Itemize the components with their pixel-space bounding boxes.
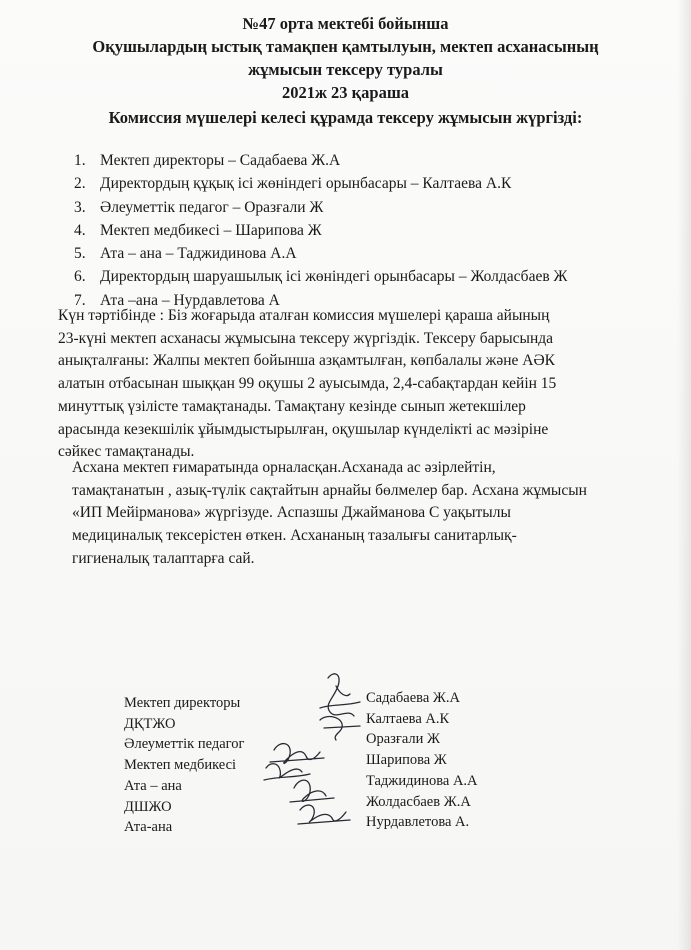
member-item [74, 265, 567, 288]
member-item [74, 219, 567, 242]
signature-roles [124, 693, 244, 838]
signature-name: Жолдасбаев Ж.А [366, 793, 471, 810]
paragraph-line: алатын отбасынан шыққан 99 оқушы 2 ауысымда, 2,4-сабақтардан кейін 15 [58, 375, 557, 393]
paragraph-line: Асхана мектеп ғимаратында орналасқан.Асханада ас әзірлейтін, [72, 459, 496, 476]
paragraph-line: анықталғаны: Жалпы мектеп бойынша азқамтылған, көпбалалы және АӘК [58, 352, 556, 370]
member-item [74, 149, 567, 172]
paragraph-line: медициналық тексерістен өткен. Асхананың тазалығы санитарлық- [72, 527, 517, 545]
canteen-paragraph [72, 457, 587, 571]
member-text: Мектеп медбикесі – Шарипова Ж [100, 221, 322, 239]
paragraph-line: минуттық үзілісте тамақтанады. Тамақтану кезінде сынып жетекшілер [58, 397, 526, 415]
signature-1 [320, 674, 360, 716]
paragraph-line: гигиеналық талаптарға сай. [72, 549, 255, 567]
signature-name: Калтаева А.К [366, 710, 450, 727]
member-number: 7. [74, 291, 86, 309]
paragraph-line: арасында кезекшілік ұйымдыстырылған, оқушылар күнделікті ас мәзіріне [58, 420, 549, 438]
member-number: 5. [74, 245, 86, 263]
member-text: Мектеп директоры – Садабаева Ж.А [100, 152, 341, 169]
signature-name: Нурдавлетова А. [366, 814, 470, 831]
signature-role: Мектеп директоры [124, 695, 241, 711]
paragraph-line: Күн тәртібінде : Біз жоғарыда аталған комиссия мүшелері қараша айының [58, 307, 550, 324]
paragraph-line: сәйкес тамақтанады. [58, 443, 195, 461]
signature-2 [320, 717, 360, 740]
signature-5 [290, 780, 334, 802]
document-header [40, 12, 651, 129]
header-date: 2021ж 23 қараша [281, 83, 410, 102]
member-item [74, 242, 567, 265]
signature-role: Ата – ана [124, 777, 182, 794]
signature-role: ДҚТЖО [124, 715, 176, 732]
page-edge-shadow [677, 0, 691, 950]
member-text: Ата – ана – Таджидинова А.А [100, 245, 297, 263]
signature-role: ДШЖО [124, 798, 172, 815]
signature-name: Садабаева Ж.А [366, 690, 460, 706]
member-item [74, 172, 567, 195]
member-number: 4. [74, 221, 86, 239]
member-text: Директордың шаруашылық ісі жөніндегі орынбасары – Жолдасбаев Ж [100, 268, 568, 286]
header-school: №47 орта мектебі бойынша [242, 14, 449, 33]
member-number: 1. [74, 152, 86, 169]
member-number: 2. [74, 175, 86, 193]
header-title: Оқушылардың ыстық тамақпен қамтылуын, мектеп асханасының [92, 37, 599, 56]
signature-role: Ата-ана [124, 819, 173, 836]
paragraph-line: тамақтанатын , азық-түлік сақтайтын арнайы бөлмелер бар. Асхана жұмысын [72, 481, 587, 499]
signature-name: Таджидинова А.А [366, 772, 478, 789]
agenda-paragraph [58, 305, 556, 464]
member-text: Ата –ана – Нурдавлетова А [100, 291, 280, 309]
member-number: 6. [74, 268, 86, 286]
handwritten-signatures [250, 668, 380, 838]
header-commission: Комиссия мүшелері келесі құрамда тексеру жұмысын жүргізді: [108, 108, 583, 127]
signature-3 [270, 744, 324, 764]
member-text: Директордың құқық ісі жөніндегі орынбасары – Калтаева А.К [100, 175, 512, 193]
signature-role: Әлеуметтік педагог [124, 736, 245, 753]
member-number: 3. [74, 198, 86, 216]
signature-name: Шарипова Ж [366, 752, 447, 769]
signature-role: Мектеп медбикесі [124, 757, 237, 774]
signature-names [366, 688, 478, 833]
signature-name: Оразғали Ж [366, 731, 441, 748]
paragraph-line: 23-күні мектеп асханасы жұмысына тексеру жүргіздік. Тексеру барысында [58, 329, 554, 347]
paragraph-line: «ИП Мейірманова» жүргізуде. Аспазшы Джайманова С уақытылы [72, 504, 511, 522]
signature-6 [298, 805, 350, 824]
header-subtitle: жұмысын тексеру туралы [248, 60, 443, 79]
member-item [74, 196, 567, 219]
commission-members-list [74, 149, 567, 312]
signature-4 [264, 764, 310, 780]
member-text: Әлеуметтік педагог – Оразғали Ж [100, 198, 324, 216]
